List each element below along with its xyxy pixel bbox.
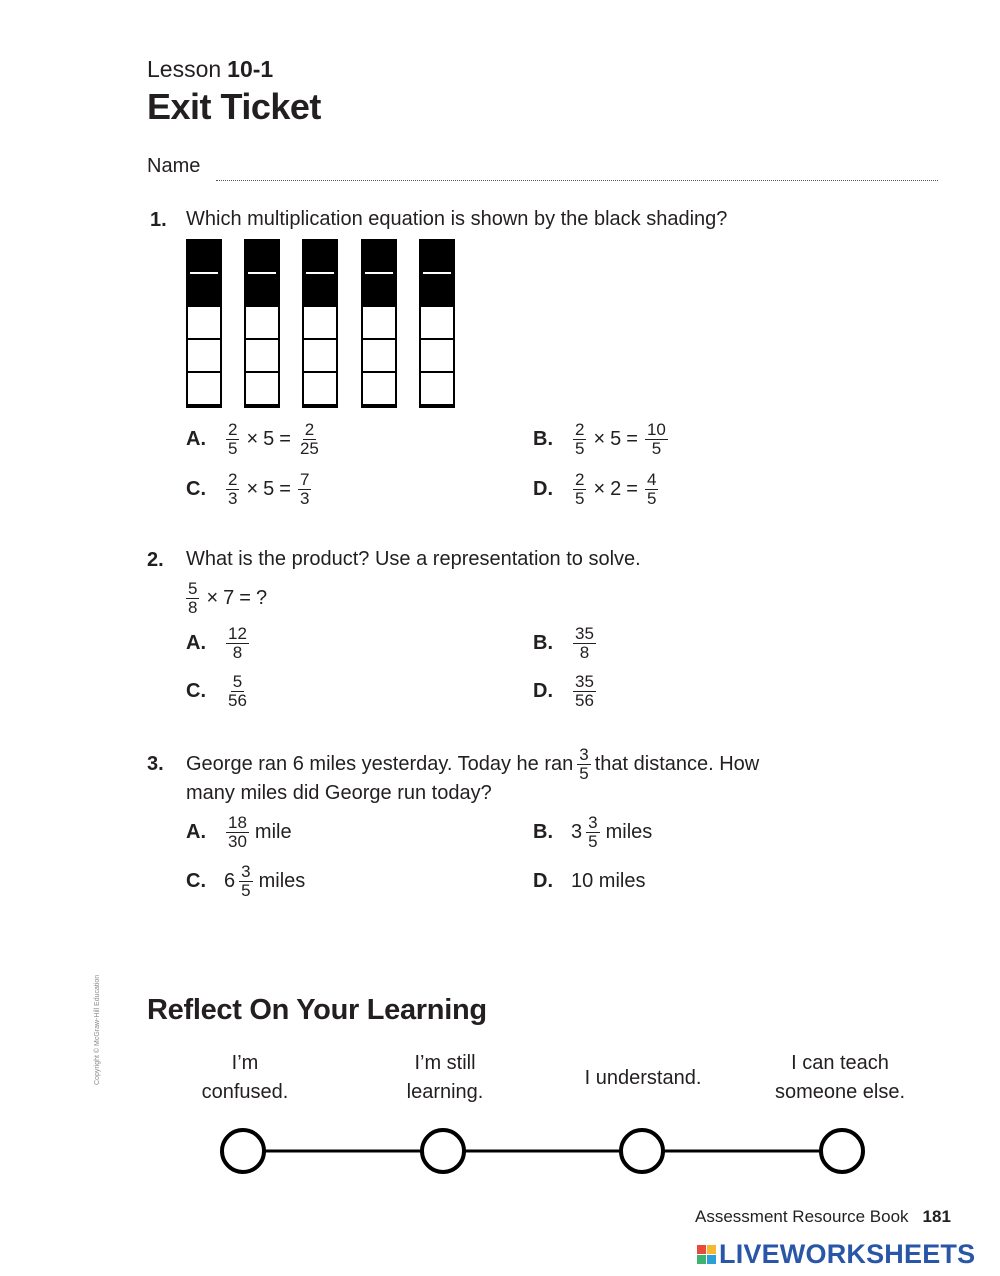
reflect-circle-can-teach[interactable] (821, 1130, 863, 1172)
q2-option-c[interactable]: C. $\frac{5}{56}$ (186, 671, 247, 710)
q1-option-d[interactable]: D. $\frac{2}{5}$ × 2 = $\frac{4}{5}$ (533, 469, 657, 508)
fraction-strip (186, 239, 222, 408)
q3-option-c[interactable]: C. 6 $\frac{3}{5}$ miles (186, 861, 306, 900)
q2-option-a[interactable]: A. $\frac{12}{8}$ (186, 623, 247, 662)
reflect-scale (210, 1120, 880, 1184)
q1-option-a[interactable]: A. $\frac{2}{5}$ × 5 = $\frac{2}{25}$ (186, 419, 319, 458)
reflect-label-confused: I’m confused. (201, 1052, 289, 1103)
copyright-note: Copyright © McGraw-Hill Education (94, 974, 101, 1085)
q3-option-d[interactable]: D. 10 miles (533, 869, 646, 892)
name-input-line[interactable] (216, 180, 938, 181)
fraction-strip (302, 239, 338, 408)
q3-option-a[interactable]: A. $\frac{18}{30}$ mile (186, 812, 292, 851)
q1-option-b[interactable]: B. $\frac{2}{5}$ × 5 = $\frac{10}{5}$ (533, 419, 666, 458)
reflect-label-understand: I understand. (584, 1067, 702, 1089)
lesson-number: 10-1 (227, 56, 274, 82)
reflect-title: Reflect On Your Learning (147, 994, 487, 1026)
lesson-label: Lesson 10-1 (147, 56, 274, 82)
page-number: 181 (922, 1207, 951, 1226)
q3-text: George ran 6 miles yesterday. Today he ran $\frac{3}{5}$ that distance. How (186, 744, 760, 783)
q1-option-c[interactable]: C. $\frac{2}{3}$ × 5 = $\frac{7}{3}$ (186, 469, 310, 508)
q3-text-line2: many miles did George run today? (186, 782, 492, 804)
fraction-strip (361, 239, 397, 408)
fraction-strip (419, 239, 455, 408)
liveworksheets-logo[interactable] (697, 1237, 975, 1271)
q1-text: Which multiplication equation is shown by the black shading? (186, 208, 728, 230)
q2-option-d[interactable]: D. $\frac{35}{56}$ (533, 671, 594, 710)
q3-option-b[interactable]: B. 3 $\frac{3}{5}$ miles (533, 812, 653, 851)
reflect-label-still-learning: I’m still learning. (406, 1052, 484, 1103)
page-footer (695, 1207, 951, 1227)
liveworksheets-logo-icon (697, 1245, 716, 1264)
q2-expression: $\frac{5}{8}$ × 7 = ? (188, 578, 268, 617)
q3-number: 3. (147, 753, 164, 775)
liveworksheets-logo-text: LIVEWORKSHEETS (719, 1238, 976, 1269)
q1-number: 1. (150, 209, 167, 231)
q2-option-b[interactable]: B. $\frac{35}{8}$ (533, 623, 594, 662)
reflect-circle-confused[interactable] (222, 1130, 264, 1172)
name-label: Name (147, 155, 201, 177)
fraction-strip (244, 239, 280, 408)
reflect-label-can-teach: I can teach someone else. (774, 1052, 906, 1103)
q2-number: 2. (147, 549, 164, 571)
q2-text: What is the product? Use a representation to solve. (186, 548, 641, 570)
reflect-circle-understand[interactable] (621, 1130, 663, 1172)
page-title: Exit Ticket (147, 86, 321, 127)
book-title: Assessment Resource Book (695, 1207, 909, 1226)
reflect-circle-still-learning[interactable] (422, 1130, 464, 1172)
